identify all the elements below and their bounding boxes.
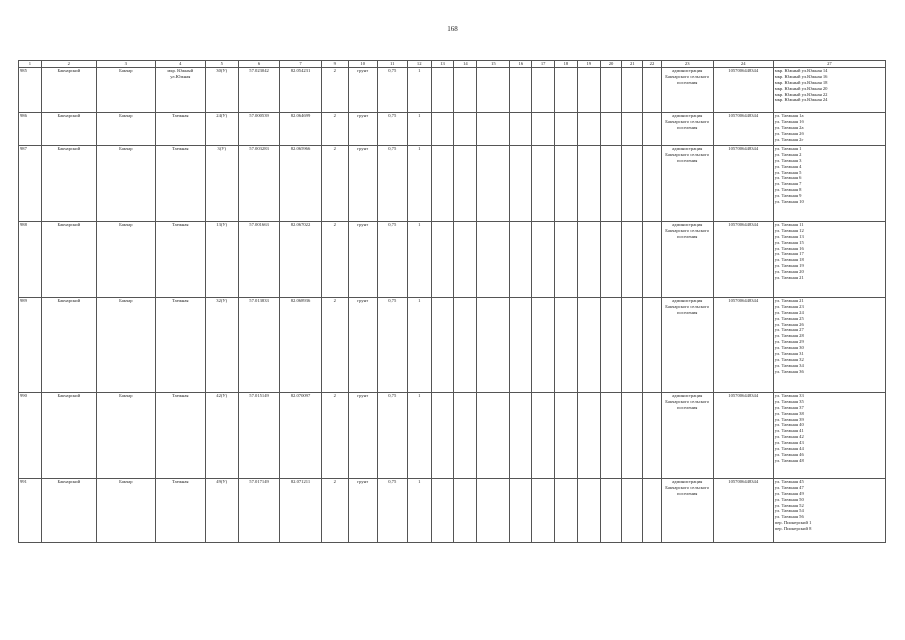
served-address: ул. Таежная 2б [774, 130, 804, 136]
latitude-cell: 57.017149 [238, 479, 279, 543]
longitude-cell: 82.070097 [280, 393, 321, 479]
served-address: ул. Таежная 47 [774, 484, 804, 490]
empty-cell [643, 222, 662, 298]
served-address: ул. Таежная 26 [774, 321, 804, 327]
empty-cell [532, 146, 555, 222]
count-cell: 1 [407, 479, 431, 543]
surface-cell: грунт [348, 113, 377, 146]
empty-cell [510, 298, 532, 393]
owner-cell: администрация Бакчарского сельского поселения [661, 113, 713, 146]
served-address: ул. Таежная 43 [774, 440, 804, 445]
village-cell: Бакчар [96, 222, 155, 298]
served-address: мкр. Южный ул.Южная 24 [774, 97, 828, 103]
column-number-cell: 1 [19, 61, 42, 68]
col9-cell: 2 [321, 113, 348, 146]
served-address: ул. Таежная 12 [774, 227, 804, 233]
served-addresses-cell [773, 68, 885, 113]
column-number-cell: 22 [643, 61, 662, 68]
column-number-cell: 11 [377, 61, 407, 68]
owner-cell: администрация Бакчарского сельского поселения [661, 68, 713, 113]
surface-cell: грунт [348, 68, 377, 113]
column-number-cell: 6 [238, 61, 279, 68]
served-address: ул. Таежная 31 [774, 350, 804, 356]
count-cell: 1 [407, 113, 431, 146]
empty-cell [600, 298, 622, 393]
street-cell: Таежная [155, 393, 205, 479]
served-address: ул. Таежная 9 [774, 193, 802, 198]
house-cell: 24(У) [205, 113, 238, 146]
table-body [19, 61, 886, 543]
latitude-cell: 57.000539 [238, 113, 279, 146]
empty-cell [532, 479, 555, 543]
served-address: ул. Таежная 8 [774, 187, 802, 193]
empty-cell [643, 479, 662, 543]
district-cell: Бакчарский [41, 113, 96, 146]
served-address: ул. Таежная 33 [774, 393, 804, 398]
empty-cell [454, 146, 477, 222]
area-cell: 0,75 [377, 222, 407, 298]
empty-cell [477, 146, 510, 222]
col9-cell: 2 [321, 393, 348, 479]
column-number-cell: 7 [280, 61, 321, 68]
column-number-cell: 27 [773, 61, 885, 68]
column-number-cell: 14 [454, 61, 477, 68]
empty-cell [622, 113, 643, 146]
col9-cell: 2 [321, 222, 348, 298]
served-address: ул. Таежная 7 [774, 181, 802, 187]
house-cell: 30(У) [205, 68, 238, 113]
empty-cell [477, 393, 510, 479]
table-row [19, 298, 886, 393]
empty-cell [555, 146, 578, 222]
empty-cell [454, 222, 477, 298]
served-address: ул. Таежная 2г [774, 136, 804, 142]
empty-cell [600, 222, 622, 298]
count-cell: 1 [407, 298, 431, 393]
owner-cell: администрация Бакчарского сельского поселения [661, 479, 713, 543]
col9-cell: 2 [321, 298, 348, 393]
served-address: мкр. Южный ул.Южная 18 [774, 79, 828, 85]
empty-cell [643, 113, 662, 146]
empty-cell [600, 113, 622, 146]
column-number-cell: 3 [96, 61, 155, 68]
row-number-cell: 989 [19, 298, 42, 393]
column-number-cell: 13 [431, 61, 454, 68]
house-cell: 49(У) [205, 479, 238, 543]
row-number-cell: 987 [19, 146, 42, 222]
served-address: ул. Таежная 5 [774, 169, 802, 175]
empty-cell [431, 222, 454, 298]
empty-cell [510, 393, 532, 479]
column-number-row [19, 61, 886, 68]
col9-cell: 2 [321, 479, 348, 543]
district-cell: Бакчарский [41, 479, 96, 543]
served-address: пер. Пионерский 1 [774, 520, 812, 526]
served-address: ул. Таежная 39 [774, 416, 804, 422]
table-row [19, 393, 886, 479]
page-number: 168 [447, 25, 458, 33]
empty-cell [577, 113, 600, 146]
empty-cell [454, 113, 477, 146]
empty-cell [532, 113, 555, 146]
served-address: ул. Таежная 20 [774, 269, 804, 274]
empty-cell [431, 113, 454, 146]
empty-cell [600, 393, 622, 479]
empty-cell [477, 113, 510, 146]
empty-cell [643, 146, 662, 222]
empty-cell [577, 222, 600, 298]
empty-cell [477, 298, 510, 393]
district-cell: Бакчарский [41, 393, 96, 479]
house-cell: 42(У) [205, 393, 238, 479]
empty-cell [555, 68, 578, 113]
latitude-cell: 57.023042 [238, 68, 279, 113]
served-addresses-cell [773, 222, 885, 298]
empty-cell [431, 146, 454, 222]
served-address: ул. Таежная 1 [774, 146, 802, 151]
empty-cell [577, 68, 600, 113]
longitude-cell: 82.064699 [280, 113, 321, 146]
empty-cell [622, 479, 643, 543]
ogrn-cell: 1057006448344 [713, 113, 773, 146]
empty-cell [454, 298, 477, 393]
empty-cell [532, 222, 555, 298]
empty-cell [643, 298, 662, 393]
owner-cell: администрация Бакчарского сельского поселения [661, 146, 713, 222]
served-address: ул. Таежная 30 [774, 345, 804, 350]
empty-cell [477, 68, 510, 113]
longitude-cell: 82.054231 [280, 68, 321, 113]
empty-cell [510, 68, 532, 113]
empty-cell [600, 146, 622, 222]
ogrn-cell: 1057006448344 [713, 479, 773, 543]
empty-cell [577, 298, 600, 393]
ogrn-cell: 1057006448344 [713, 146, 773, 222]
served-address: ул. Таежная 46 [774, 451, 804, 457]
column-number-cell: 10 [348, 61, 377, 68]
served-address: ул. Таежная 52 [774, 502, 804, 508]
count-cell: 1 [407, 393, 431, 479]
served-address: ул. Таежная 10 [774, 198, 804, 204]
village-cell: Бакчар [96, 393, 155, 479]
served-address: ул. Таежная 15 [774, 239, 804, 245]
served-address: пер. Пионерский 8 [774, 526, 812, 531]
empty-cell [510, 113, 532, 146]
column-number-cell: 17 [532, 61, 555, 68]
served-address: ул. Таежная 40 [774, 422, 804, 428]
served-address: ул. Таежная 35 [774, 398, 804, 404]
empty-cell [431, 479, 454, 543]
village-cell: Бакчар [96, 146, 155, 222]
empty-cell [532, 393, 555, 479]
served-address: ул. Таежная 37 [774, 404, 804, 410]
empty-cell [431, 68, 454, 113]
house-cell: 32(У) [205, 298, 238, 393]
served-address: мкр. Южный ул.Южная 20 [774, 85, 828, 91]
longitude-cell: 82.067022 [280, 222, 321, 298]
empty-cell [555, 393, 578, 479]
village-cell: Бакчар [96, 68, 155, 113]
served-address: ул. Таежная 24 [774, 309, 804, 315]
served-address: ул. Таежная 4 [774, 163, 802, 169]
district-cell: Бакчарский [41, 146, 96, 222]
empty-cell [600, 68, 622, 113]
latitude-cell: 57.001663 [238, 222, 279, 298]
served-address: мкр. Южный ул.Южная 16 [774, 73, 828, 79]
column-number-cell: 23 [661, 61, 713, 68]
col9-cell: 2 [321, 68, 348, 113]
served-address: ул. Таежная 48 [774, 457, 804, 463]
owner-cell: администрация Бакчарского сельского поселения [661, 393, 713, 479]
house-cell: 3(У) [205, 146, 238, 222]
village-cell: Бакчар [96, 298, 155, 393]
surface-cell: грунт [348, 146, 377, 222]
latitude-cell: 57.013833 [238, 298, 279, 393]
longitude-cell: 82.068936 [280, 298, 321, 393]
empty-cell [555, 479, 578, 543]
ogrn-cell: 1057006448344 [713, 68, 773, 113]
column-number-cell: 20 [600, 61, 622, 68]
table-row [19, 479, 886, 543]
empty-cell [622, 68, 643, 113]
empty-cell [454, 68, 477, 113]
area-cell: 0,75 [377, 113, 407, 146]
village-cell: Бакчар [96, 113, 155, 146]
column-number-cell: 4 [155, 61, 205, 68]
empty-cell [643, 393, 662, 479]
empty-cell [555, 298, 578, 393]
empty-cell [454, 479, 477, 543]
served-address: мкр. Южный ул.Южная 14 [774, 68, 828, 73]
served-address: ул. Таежная 44 [774, 445, 804, 451]
empty-cell [510, 222, 532, 298]
empty-cell [577, 479, 600, 543]
empty-cell [510, 479, 532, 543]
empty-cell [477, 222, 510, 298]
owner-cell: администрация Бакчарского сельского поселения [661, 222, 713, 298]
register-table [18, 60, 886, 543]
served-addresses-cell [773, 298, 885, 393]
served-address: ул. Таежная 16 [774, 245, 804, 251]
served-address: ул. Таежная 42 [774, 434, 804, 440]
served-address: ул. Таежная 1б [774, 118, 804, 124]
row-number-cell: 986 [19, 113, 42, 146]
empty-cell [577, 393, 600, 479]
count-cell: 1 [407, 222, 431, 298]
empty-cell [431, 393, 454, 479]
ogrn-cell: 1057006448344 [713, 222, 773, 298]
row-number-cell: 991 [19, 479, 42, 543]
empty-cell [622, 393, 643, 479]
district-cell: Бакчарский [41, 68, 96, 113]
ogrn-cell: 1057006448344 [713, 298, 773, 393]
served-address: ул. Таежная 3 [774, 157, 802, 163]
served-address: ул. Таежная 21 [774, 274, 804, 280]
served-address: ул. Таежная 36 [774, 368, 804, 374]
empty-cell [532, 298, 555, 393]
row-number-cell: 985 [19, 68, 42, 113]
longitude-cell: 82.065966 [280, 146, 321, 222]
surface-cell: грунт [348, 393, 377, 479]
table-row [19, 222, 886, 298]
empty-cell [622, 298, 643, 393]
empty-cell [431, 298, 454, 393]
served-address: ул. Таежная 50 [774, 496, 804, 502]
served-address: ул. Таежная 45 [774, 479, 804, 484]
count-cell: 1 [407, 146, 431, 222]
column-number-cell: 15 [477, 61, 510, 68]
area-cell: 0,75 [377, 393, 407, 479]
served-address: ул. Таежная 2а [774, 124, 804, 130]
empty-cell [622, 222, 643, 298]
street-cell: Таежная [155, 479, 205, 543]
table-row [19, 113, 886, 146]
served-address: ул. Таежная 17 [774, 251, 804, 257]
served-address: ул. Таежная 54 [774, 508, 804, 514]
area-cell: 0,75 [377, 298, 407, 393]
district-cell: Бакчарский [41, 298, 96, 393]
served-addresses-cell [773, 146, 885, 222]
empty-cell [622, 146, 643, 222]
served-address: ул. Таежная 56 [774, 514, 804, 520]
column-number-cell: 24 [713, 61, 773, 68]
empty-cell [454, 393, 477, 479]
served-address: ул. Таежная 34 [774, 362, 804, 368]
empty-cell [510, 146, 532, 222]
empty-cell [577, 146, 600, 222]
served-address: ул. Таежная 21 [774, 298, 804, 303]
longitude-cell: 82.071211 [280, 479, 321, 543]
served-address: ул. Таежная 27 [774, 327, 804, 333]
column-number-cell: 9 [321, 61, 348, 68]
empty-cell [477, 479, 510, 543]
column-number-cell: 2 [41, 61, 96, 68]
house-cell: 13(У) [205, 222, 238, 298]
served-address: ул. Таежная 13 [774, 233, 804, 239]
area-cell: 0,75 [377, 68, 407, 113]
district-cell: Бакчарский [41, 222, 96, 298]
column-number-cell: 12 [407, 61, 431, 68]
latitude-cell: 57.003283 [238, 146, 279, 222]
column-number-cell: 16 [510, 61, 532, 68]
village-cell: Бакчар [96, 479, 155, 543]
empty-cell [555, 113, 578, 146]
street-cell: Таежная [155, 222, 205, 298]
served-address: ул. Таежная 25 [774, 315, 804, 321]
empty-cell [600, 479, 622, 543]
street-cell: Таежная [155, 298, 205, 393]
latitude-cell: 57.015149 [238, 393, 279, 479]
served-address: ул. Таежная 32 [774, 356, 804, 362]
served-address: ул. Таежная 29 [774, 339, 804, 345]
column-number-cell: 18 [555, 61, 578, 68]
surface-cell: грунт [348, 298, 377, 393]
count-cell: 1 [407, 68, 431, 113]
served-address: ул. Таежная 6 [774, 175, 802, 181]
ogrn-cell: 1057006448344 [713, 393, 773, 479]
served-address: ул. Таежная 2 [774, 151, 802, 157]
row-number-cell: 988 [19, 222, 42, 298]
owner-cell: администрация Бакчарского сельского поселения [661, 298, 713, 393]
served-addresses-cell [773, 393, 885, 479]
served-address: мкр. Южный ул.Южная 22 [774, 91, 828, 97]
street-cell: Таежная [155, 146, 205, 222]
empty-cell [643, 68, 662, 113]
served-address: ул. Таежная 49 [774, 490, 804, 496]
served-address: ул. Таежная 28 [774, 333, 804, 339]
column-number-cell: 5 [205, 61, 238, 68]
served-address: ул. Таежная 41 [774, 428, 804, 434]
row-number-cell: 990 [19, 393, 42, 479]
table-row [19, 146, 886, 222]
column-number-cell: 19 [577, 61, 600, 68]
surface-cell: грунт [348, 479, 377, 543]
empty-cell [555, 222, 578, 298]
served-address: ул. Таежная 18 [774, 257, 804, 263]
area-cell: 0,75 [377, 479, 407, 543]
served-address: ул. Таежная 1а [774, 113, 804, 118]
col9-cell: 2 [321, 146, 348, 222]
surface-cell: грунт [348, 222, 377, 298]
table-row [19, 68, 886, 113]
area-cell: 0,75 [377, 146, 407, 222]
street-cell: Таежная [155, 113, 205, 146]
served-address: ул. Таежная 23 [774, 303, 804, 309]
empty-cell [532, 68, 555, 113]
served-addresses-cell [773, 113, 885, 146]
served-addresses-cell [773, 479, 885, 543]
street-cell: мкр. Южный ул.Южная [155, 68, 205, 113]
column-number-cell: 21 [622, 61, 643, 68]
served-address: ул. Таежная 11 [774, 222, 804, 227]
served-address: ул. Таежная 38 [774, 410, 804, 416]
served-address: ул. Таежная 19 [774, 263, 804, 269]
